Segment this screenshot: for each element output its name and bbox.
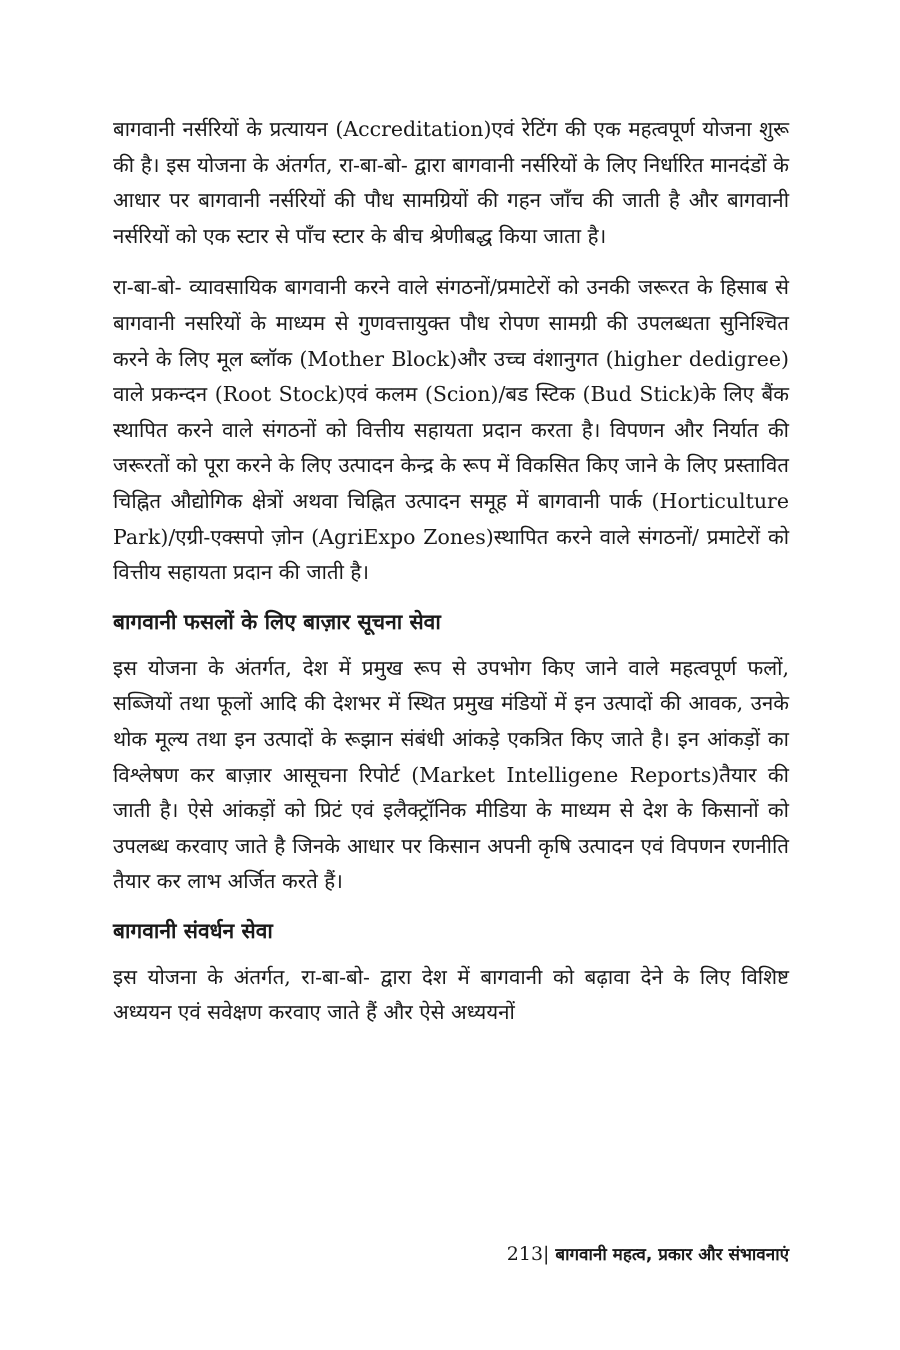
section-heading-horticulture-promotion: बागवानी संवर्धन सेवा xyxy=(113,918,273,943)
page-footer xyxy=(507,1242,789,1265)
paragraph-financial-assistance: रा-बा-बो- व्यावसायिक बागवानी करने वाले संगठनों/प्रमाटेरों को उनकी जरूरत के हिसाब से बागवानी नसरियों के माध्यम से गुणवत्तायुक्त पौध रोपण सामग्री की उपलब्धता सुनिश्चित करने के लिए मूल ब्लॉक (Mother Block)और उच्च वंशानुगत (higher dedigree) वाले प्रकन्दन (Root Stock)एवं कलम (Scion)/बड स्टिक (Bud Stick)के लिए बैंक स्थापित करने वाले संगठनों को वित्तीय सहायता प्रदान करता है। विपणन और निर्यात की जरूरतों को पूरा करने के लिए उत्पादन केन्द्र के रूप में विकसित किए जाने के लिए प्रस्तावित चिह्नित औद्योगिक क्षेत्रों अथवा चिह्नित उत्पादन समूह में बागवानी पार्क (Horticulture Park)/एग्री-एक्सपो ज़ोन (AgriExpo Zones)स्थापित करने वाले संगठनों/ प्रमाटेरों को वित्तीय सहायता प्रदान की जाती है। xyxy=(113,275,789,585)
paragraph-nursery-accreditation: बागवानी नर्सरियों के प्रत्यायन (Accreditation)एवं रेटिंग की एक महत्वपूर्ण योजना शुरू की है। इस योजना के अंतर्गत, रा-बा-बो- द्वारा बागवानी नर्सरियों के लिए निर्धारित मानदंडों के आधार पर बागवानी नर्सरियों की पौध सामग्रियों की गहन जाँच की जाती है और बागवानी नर्सरियों को एक स्टार से पाँच स्टार के बीच श्रेणीबद्ध किया जाता है। xyxy=(113,117,789,248)
document-page xyxy=(113,112,789,1047)
paragraph-horticulture-promotion: इस योजना के अंतर्गत, रा-बा-बो- द्वारा देश में बागवानी को बढ़ावा देने के लिए विशिष्ट अध्ययन एवं सवेक्षण करवाए जाते हैं और ऐसे अध्ययनों xyxy=(113,964,789,1025)
paragraph-market-information: इस योजना के अंतर्गत, देश में प्रमुख रूप से उपभोग किए जाने वाले महत्वपूर्ण फलों, सब्जियों तथा फूलों आदि की देशभर में स्थित प्रमुख मंडियों में इन उत्पादों की आवक, उनके थोक मूल्य तथा इन उत्पादों के रूझान संबंधी आंकड़े एकत्रित किए जाते है। इन आंकड़ों का विश्लेषण कर बाज़ार आसूचना रिपोर्ट (Market Intelligene Reports)तैयार की जाती है। ऐसे आंकड़ों को प्रिटं एवं इलैक्ट्रॉनिक मीडिया के माध्यम से देश के किसानों को उपलब्ध करवाए जाते है जिनके आधार पर किसान अपनी कृषि उत्पादन एवं विपणन रणनीति तैयार कर लाभ अर्जित करते हैं। xyxy=(113,655,789,894)
book-title: बागवानी महत्व, प्रकार और संभावनाएं xyxy=(549,1245,789,1265)
page-number: 213| xyxy=(506,1243,550,1265)
section-heading-market-information: बागवानी फसलों के लिए बाज़ार सूचना सेवा xyxy=(113,609,441,634)
